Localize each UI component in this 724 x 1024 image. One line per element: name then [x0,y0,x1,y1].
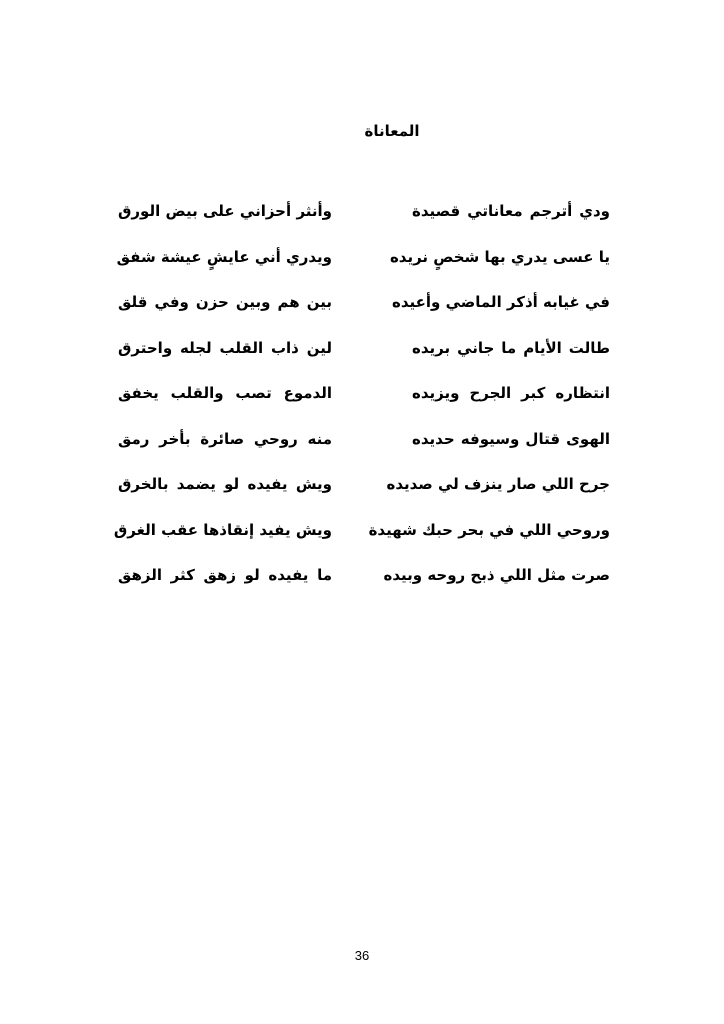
verse-2-second-hemistich: ويدري أني عايشٍ عيشة شفق [116,247,332,266]
verse-9-first-hemistich: صرت مثل اللي ذبح روحه وبيده [383,566,610,584]
verse-6-second-hemistich: منه روحي صائرة بأخر رمق [118,429,332,448]
verse-4-second-hemistich: لين ذاب القلب لجله واحترق [118,338,332,357]
verse-2-first-hemistich: يا عسى يدري بها شخصٍ نريده [389,247,610,266]
verse-3-second-hemistich: بين هم وبين حزن وفي قلق [118,293,332,311]
verse-6 [118,427,610,473]
verse-5-second-hemistich: الدموع تصب والقلب يخفق [118,384,332,402]
verse-9-second-hemistich: ما يفيده لو زهق كثر الزهق [118,566,332,584]
verse-8-second-hemistich: ويش يفيد إنقاذها عقب الغرق [113,520,332,539]
page-number: 36 [354,948,370,963]
poem-body [113,199,610,589]
verse-4 [118,336,610,382]
verse-7-second-hemistich: ويش يفيده لو يضمد بالخرق [118,475,332,493]
verse-5 [118,381,610,427]
verse-9 [118,563,610,609]
verse-2 [118,245,610,291]
poem-title: المعاناة [364,122,420,140]
verse-8-first-hemistich: وروحي اللي في بحر حبك شهيدة [368,520,610,539]
verse-1-first-hemistich: ودي أترجم معاناتي قصيدة [412,202,610,220]
verse-6-first-hemistich: الهوى قتال وسيوفه حديده [412,429,610,448]
verse-1 [118,199,610,245]
verse-3 [118,290,610,336]
verse-8 [113,518,610,564]
verse-1-second-hemistich: وأنثر أحزاني على بيض الورق [118,202,332,220]
verse-7 [118,472,610,518]
verse-4-first-hemistich: طالت الأيام ما جاني بريده [412,338,610,357]
verse-3-first-hemistich: في غيابه أذكر الماضي وأعيده [392,293,610,311]
verse-7-first-hemistich: جرح اللي صار ينزف لي صديده [386,475,610,493]
verse-5-first-hemistich: انتظاره كبر الجرح ويزيده [412,384,610,402]
